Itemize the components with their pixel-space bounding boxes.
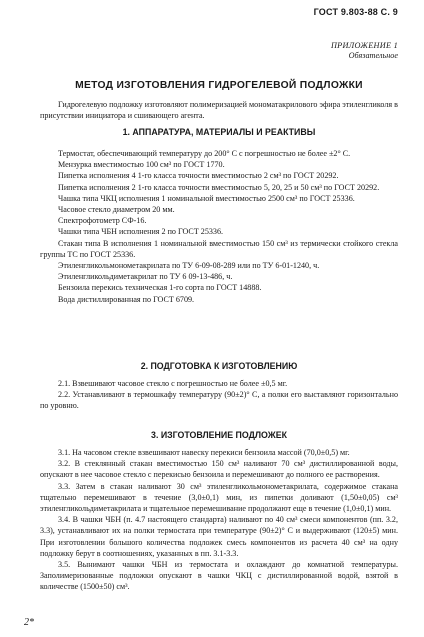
list-item: 3.3. Затем в стакан наливают 30 см³ этиленгликольмонометакрилата, содержимое стакана тщательно перемешивают в течение (3,0±0,1) мин, из пипетки доливают (1,50±0,05) см³ этиленгликольдиметакрилата и тщательное перемешивание продолжают еще в течение (1,0±0,1) мин. <box>40 481 398 514</box>
list-item: 2.2. Устанавливают в термошкафу температуру (90±2)° С, а полки его выставляют горизонтально по уровню. <box>40 390 398 411</box>
list-item: Бензоила перекись техническая 1-го сорта по ГОСТ 14888. <box>58 283 262 293</box>
section-2-body <box>40 378 398 412</box>
intro-paragraph <box>40 99 398 121</box>
list-item: Пипетка исполнения 4 1-го класса точности вместимостью 2 см³ по ГОСТ 20292. <box>58 171 339 181</box>
list-item: Спектрофотометр СФ-16. <box>58 216 147 226</box>
section-3-body <box>40 447 398 593</box>
list-item: Часовое стекло диаметром 20 мм. <box>58 205 175 215</box>
list-item: 2.1. Взвешивают часовое стекло с погрешностью не более ±0,5 мг. <box>58 379 288 388</box>
list-item: 3.5. Вынимают чашки ЧБН из термостата и охлаждают до комнатной температуры. Заполимеризованные подложки опускают в чашки ЧКЦ с дистиллированной водой, взятой в количестве (1500±50) см³. <box>40 560 398 592</box>
list-item: Этиленгликольдиметакрилат по ТУ 6 09-13-486, ч. <box>58 272 233 282</box>
list-item: 3.2. В стеклянный стакан вместимостью 150 см³ наливают 70 см³ дистиллированной воды, опускают в нее часовое стекло с перекисью бензоила и перемешивают до полного ее растворения. <box>40 459 398 480</box>
intro-text: Гидрогелевую подложку изготовляют полимеризацией мономатакрилового эфира этиленгликоля в присутствии инициатора и сшивающего агента. <box>40 100 398 121</box>
list-item: 3.1. На часовом стекле взвешивают навеску перекиси бензоила массой (70,0±0,5) мг. <box>58 448 350 457</box>
page-signature-mark: 2* <box>24 617 34 628</box>
standard-number: ГОСТ 9.803-88 С. 9 <box>313 7 398 17</box>
list-item: 3.4. В чашки ЧБН (п. 4.7 настоящего стандарта) наливают по 40 см³ смеси компонентов (пп. 3.2, 3.3), устанавливают их на полки термостата при температуре (90±2)° С и выдерживают (120±5) мин. При изготовлении большого количества подложек смесь компонентов из расчета 40 см³ на одну подложку берут в соотношениях, указанных в пп. 3.1-3.3. <box>40 515 398 558</box>
list-item: Мензурка вместимостью 100 см³ по ГОСТ 1770. <box>58 160 225 170</box>
list-item: Вода дистиллированная по ГОСТ 6709. <box>58 294 195 304</box>
appendix-title: ПРИЛОЖЕНИЕ 1 <box>330 41 398 50</box>
list-item: Термостат, обеспечивающий температуру до 200° С с погрешностью не более ±2° С. <box>58 149 351 158</box>
section-2-heading: 2. ПОДГОТОВКА К ИЗГОТОВЛЕНИЮ <box>140 361 298 371</box>
page-title: МЕТОД ИЗГОТОВЛЕНИЯ ГИДРОГЕЛЕВОЙ ПОДЛОЖКИ <box>75 80 363 91</box>
list-item: Этиленгликольмонометакрилата по ТУ 6-09-08-289 или по ТУ 6-01-1240, ч. <box>58 261 320 271</box>
list-item: Пипетка исполнения 2 1-го класса точности вместимостью 5, 20, 25 и 50 см³ по ГОСТ 20292. <box>58 182 380 192</box>
appendix-status: Обязательное <box>348 51 398 60</box>
appendix-label <box>331 41 398 61</box>
section-1-body <box>40 148 398 305</box>
section-1-heading: 1. АППАРАТУРА, МАТЕРИАЛЫ И РЕАКТИВЫ <box>122 127 316 137</box>
list-item: Стакан типа В исполнения 1 номинальной вместимостью 150 см³ из термически стойкого стекла группы ТС по ГОСТ 25336. <box>40 238 398 259</box>
list-item: Чашки типа ЧБН исполнения 2 по ГОСТ 25336. <box>58 227 224 237</box>
section-3-heading: 3. ИЗГОТОВЛЕНИЕ ПОДЛОЖЕК <box>151 430 287 440</box>
list-item: Чашка типа ЧКЦ исполнения 1 номинальной вместимостью 2500 см³ по ГОСТ 25336. <box>58 193 355 203</box>
